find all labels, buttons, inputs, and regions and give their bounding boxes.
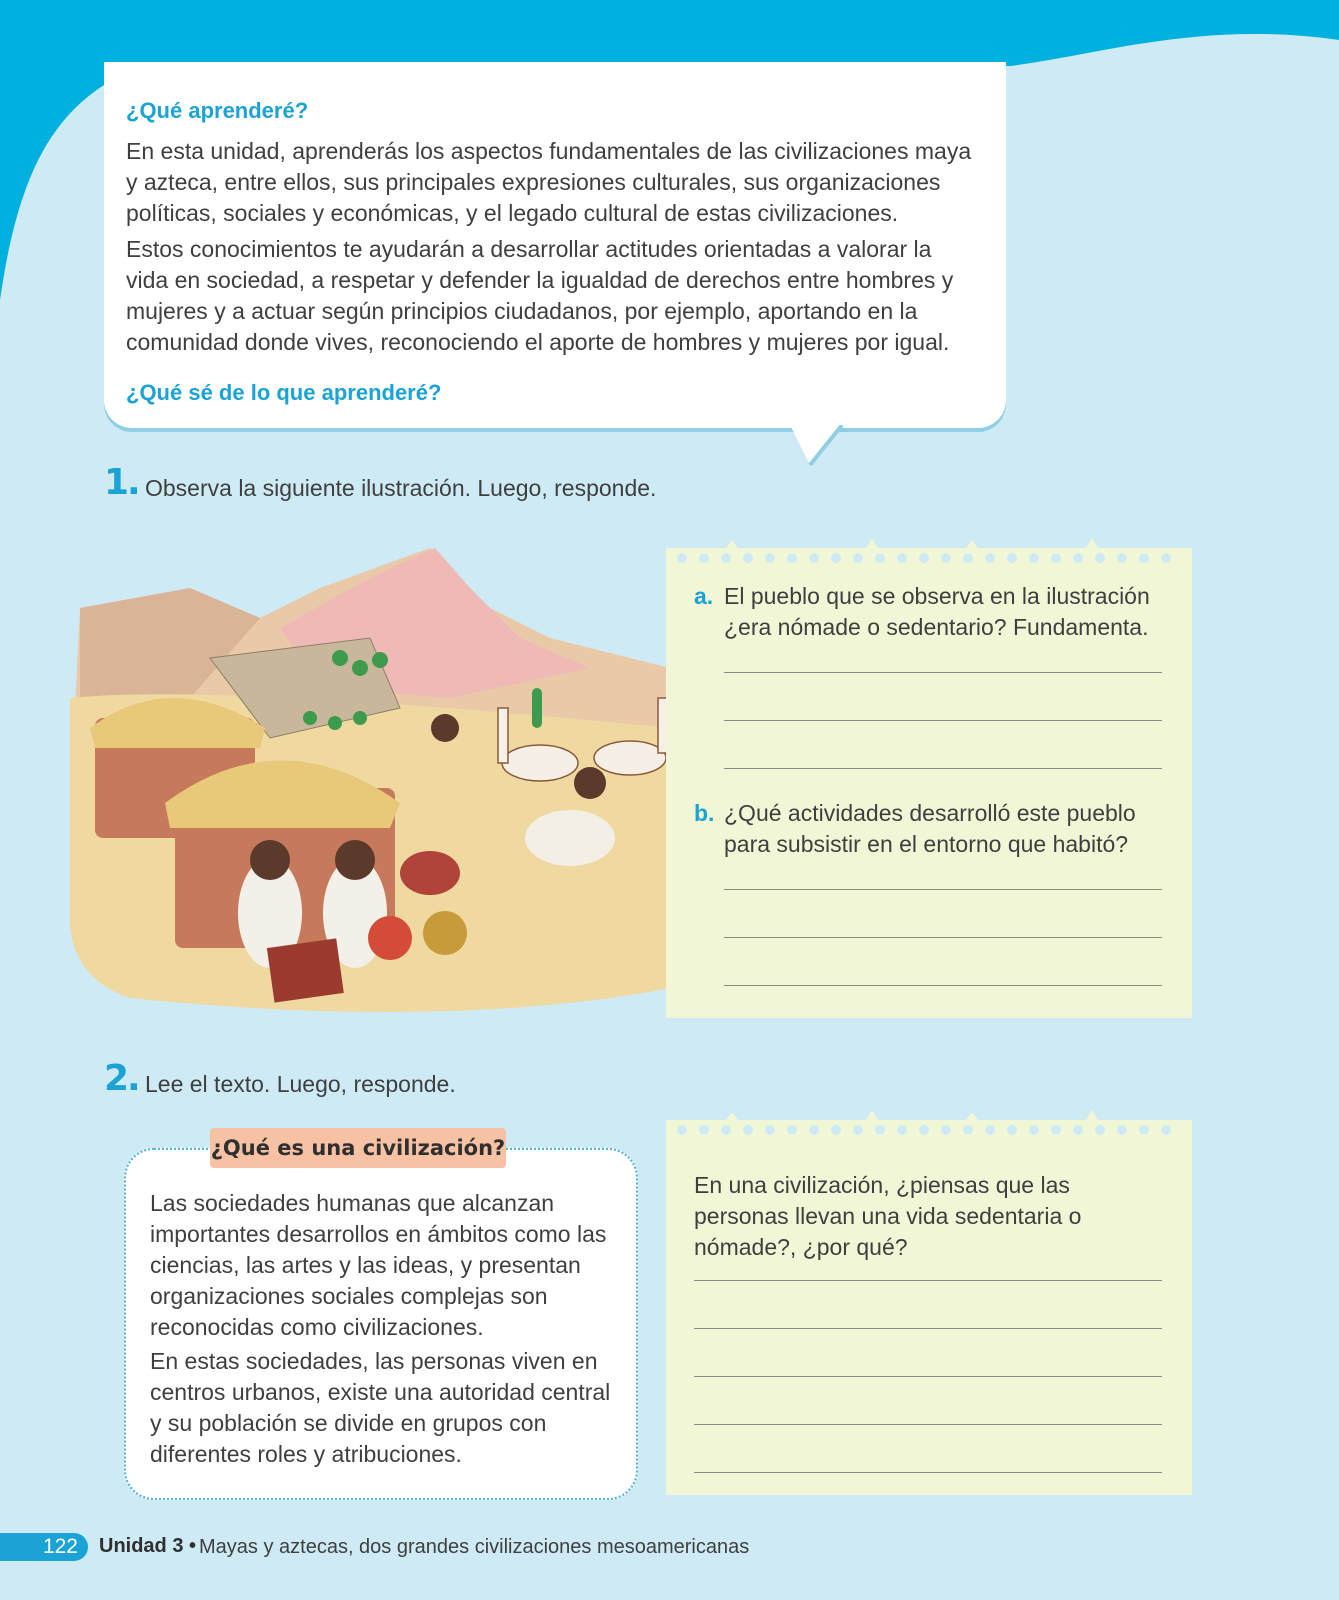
intro-paragraph-2: Estos conocimientos te ayudarán a desarrollar actitudes orientadas a valorar la vida en sociedad, a respetar y defender la igualdad de derechos entre hombres y mujeres y a actuar según principios ciudadanos, por ejemplo, aportando en la comunidad donde vives, reconociendo el aporte de hombres y mujeres por igual. (126, 236, 954, 355)
item-b-text: ¿Qué actividades desarrolló este pueblo para subsistir en el entorno que habitó? (724, 800, 1136, 857)
question-2-prompt: En una civilización, ¿piensas que las personas llevan una vida sedentaria o nómade?, ¿por qué? (694, 1172, 1082, 1260)
answer-note-2 (666, 1120, 1192, 1495)
item-a-letter: a. (694, 583, 714, 609)
answer-line[interactable] (724, 768, 1162, 769)
definition-text-box (124, 1148, 638, 1500)
unit-title: Mayas y aztecas, dos grandes civilizaciones mesoamericanas (199, 1536, 750, 1558)
answer-line[interactable] (694, 1424, 1162, 1425)
item-a-text: El pueblo que se observa en la ilustración ¿era nómade o sedentario? Fundamenta. (724, 583, 1150, 640)
unit-label: Unidad 3 • (99, 1535, 197, 1557)
village-illustration (70, 548, 670, 1028)
item-b-letter: b. (694, 800, 715, 826)
answer-line[interactable] (724, 672, 1162, 673)
answer-line[interactable] (694, 1280, 1162, 1281)
page-footer (0, 1533, 900, 1565)
definition-paragraph-2: En estas sociedades, las personas viven en centros urbanos, existe una autoridad central y su población se divide en grupos con diferentes roles y atribuciones. (150, 1348, 611, 1467)
heading-what-do-i-know: ¿Qué sé de lo que aprenderé? (126, 380, 442, 405)
bubble-tail (790, 425, 860, 467)
heading-what-will-i-learn: ¿Qué aprenderé? (126, 98, 309, 123)
answer-line[interactable] (724, 937, 1162, 938)
answer-line[interactable] (724, 985, 1162, 986)
note-1-torn-edge (666, 534, 1192, 568)
definition-paragraph-1: Las sociedades humanas que alcanzan importantes desarrollos en ámbitos como las ciencias, las artes y las ideas, y presentan organizaciones sociales complejas son reconocidas como civilizaciones. (150, 1190, 607, 1340)
answer-line[interactable] (724, 889, 1162, 890)
question-1-instruction: Observa la siguiente ilustración. Luego, responde. (145, 475, 657, 501)
note-2-torn-edge (666, 1106, 1192, 1140)
question-1-number: 1. (104, 462, 139, 503)
page-number: 122 (0, 1533, 88, 1561)
intro-paragraph-1: En esta unidad, aprenderás los aspectos fundamentales de las civilizaciones maya y azteca, entre ellos, sus principales expresiones culturales, sus organizaciones políticas, sociales y económicas, y el legado cultural de estas civilizaciones. (126, 138, 972, 226)
question-2-instruction: Lee el texto. Luego, responde. (145, 1071, 456, 1097)
learning-goals-bubble (104, 62, 1006, 428)
question-2-number: 2. (104, 1058, 139, 1099)
answer-line[interactable] (694, 1376, 1162, 1377)
definition-title-tag: ¿Qué es una civilización? (210, 1128, 506, 1168)
answer-line[interactable] (724, 720, 1162, 721)
answer-line[interactable] (694, 1472, 1162, 1473)
answer-line[interactable] (694, 1328, 1162, 1329)
answer-note-1 (666, 548, 1192, 1018)
